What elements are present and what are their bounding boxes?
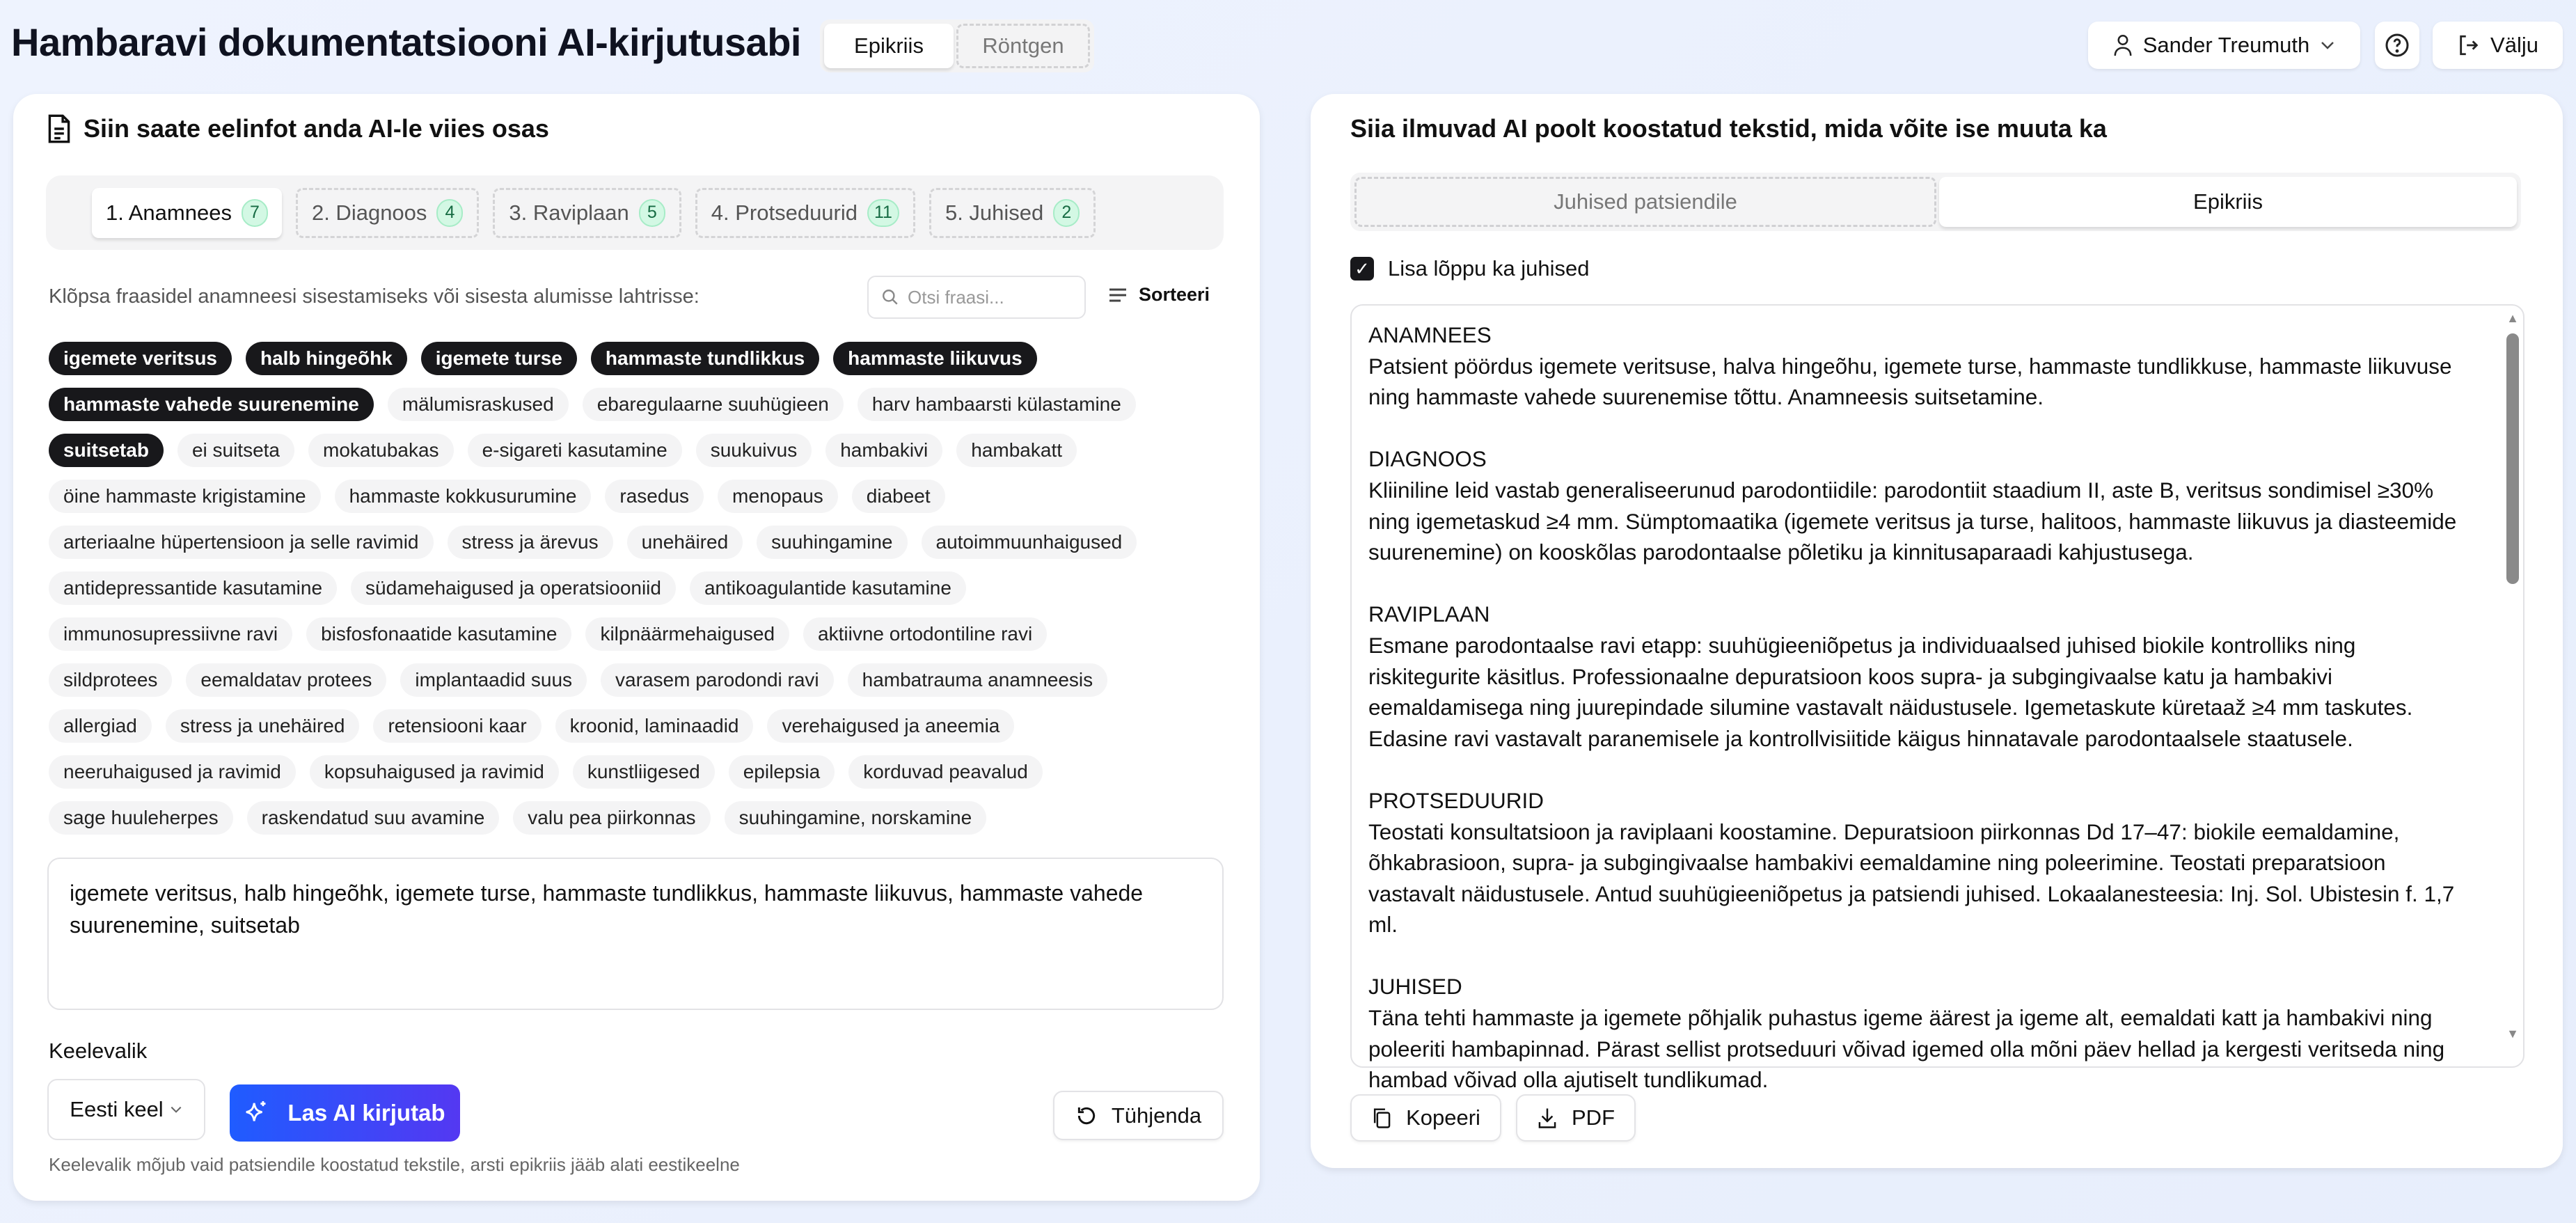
chip-row	[49, 434, 1232, 480]
phrase-chip[interactable]: hambatrauma anamneesis	[848, 663, 1108, 697]
phrase-chip[interactable]: mokatubakas	[308, 434, 454, 467]
phrase-chip[interactable]: antikoagulantide kasutamine	[690, 571, 966, 605]
checkbox-label: Lisa lõppu ka juhised	[1388, 256, 1590, 281]
phrase-chip[interactable]: rasedus	[605, 480, 704, 513]
search-icon	[881, 288, 899, 306]
clear-label: Tühjenda	[1111, 1103, 1202, 1128]
section-title: JUHISED	[1368, 974, 1462, 1000]
epicrisis-section	[1368, 785, 2468, 940]
section-title: DIAGNOOS	[1368, 446, 1487, 472]
help-icon	[2385, 33, 2410, 58]
language-footnote: Keelevalik mõjub vaid patsiendile koostatud tekstile, arsti epikriis jääb alati eestikeelne	[49, 1154, 740, 1175]
phrase-chip[interactable]: retensiooni kaar	[373, 709, 541, 743]
tab-count-badge: 2	[1053, 199, 1080, 227]
phrase-chip[interactable]: implantaadid suus	[400, 663, 587, 697]
phrase-chip[interactable]: arteriaalne hüpertensioon ja selle ravimid	[49, 526, 434, 559]
phrase-chip[interactable]: sildprotees	[49, 663, 172, 697]
chip-row	[49, 663, 1232, 709]
phrase-chip[interactable]: immunosupressiivne ravi	[49, 617, 292, 651]
output-card-title: Siia ilmuvad AI poolt koostatud tekstid, mida võite ise muuta ka	[1350, 114, 2107, 143]
section-title: PROTSEDUURID	[1368, 787, 1544, 813]
instruction-text: Klõpsa fraasidel anamneesi sisestamiseks või sisesta alumisse lahtrisse:	[49, 285, 700, 308]
scrollbar-thumb[interactable]	[2506, 333, 2519, 584]
phrase-chip[interactable]: kilpnäärmehaigused	[585, 617, 789, 651]
phrase-chip[interactable]: hambakivi	[825, 434, 942, 467]
phrase-chip[interactable]: ebaregulaarne suuhügieen	[583, 388, 844, 421]
ai-write-button[interactable]	[230, 1084, 460, 1142]
mode-tab-epikriis[interactable]: Epikriis	[824, 24, 954, 68]
phrase-chip[interactable]: kunstliigesed	[573, 755, 715, 789]
chip-row	[49, 617, 1232, 663]
mode-toggle	[820, 19, 1094, 72]
phrase-chip[interactable]: hammaste vahede suurenemine	[49, 388, 374, 421]
chip-row	[49, 342, 1232, 388]
chip-row	[49, 709, 1232, 755]
logout-label: Välju	[2490, 33, 2538, 57]
phrase-chip[interactable]: südamehaigused ja operatsiooniid	[351, 571, 676, 605]
phrase-chip[interactable]: verehaigused ja aneemia	[767, 709, 1014, 743]
phrase-chip[interactable]: suuhingamine	[757, 526, 907, 559]
phrase-chip[interactable]: diabeet	[852, 480, 945, 513]
chip-row	[49, 480, 1232, 526]
tab-label: 5. Juhised	[945, 200, 1044, 225]
search-placeholder: Otsi fraasi...	[908, 286, 1004, 308]
phrase-chip[interactable]: öine hammaste krigistamine	[49, 480, 321, 513]
chip-row	[49, 755, 1232, 801]
mode-tab-rontgen[interactable]: Röntgen	[956, 24, 1090, 68]
reset-icon	[1075, 1105, 1098, 1127]
phrase-chip[interactable]: antidepressantide kasutamine	[49, 571, 337, 605]
section-body: Teostati konsultatsioon ja raviplaani koostamine. Depuratsioon piirkonnas Dd 17–47: biokile eemaldamine, õhkabrasioon, supra- ja subgingivaalse hambakivi eemaldamine ning poleerimine. Teostati preparatsioon vastavalt näidustusele. Antud suuhügieeniõpetus ja patsiendi juhised. Lokaalanesteesia: Inj. Sol. Ubistesin f. 1,7 ml.	[1368, 819, 2455, 938]
phrase-chip[interactable]: harv hambaarsti külastamine	[858, 388, 1136, 421]
phrase-chip[interactable]: kopsuhaigused ja ravimid	[310, 755, 559, 789]
phrase-chip[interactable]: hammaste kokkusurumine	[335, 480, 592, 513]
phrase-chip[interactable]: stress ja unehäired	[166, 709, 360, 743]
section-tabs	[46, 175, 1224, 250]
ai-button-label: Las AI kirjutab	[287, 1100, 445, 1126]
section-body: Kliiniline leid vastab generaliseerunud parodontiidile: parodontiit staadium II, aste B, veritsus sondimisel ≥30% ning igemetaskud ≥4 mm. Sümptomaatika (igemete veritsus ja turse, halitoos, hammaste liikuvus ja diasteemide suurenemine) on kooskõlas parodontaalse põletiku ja kinnitusaparaadi kahjustusega.	[1368, 477, 2457, 565]
input-card-title: Siin saate eelinfot anda AI-le viies osas	[84, 114, 549, 143]
phrase-search-input[interactable]	[867, 276, 1086, 319]
chip-row	[49, 526, 1232, 571]
phrase-chip[interactable]: halb hingeõhk	[246, 342, 407, 375]
tab-label: 1. Anamnees	[106, 200, 232, 225]
phrase-chip[interactable]: mälumisraskused	[388, 388, 569, 421]
copy-label: Kopeeri	[1406, 1105, 1480, 1130]
phrase-chip[interactable]: menopaus	[718, 480, 838, 513]
phrase-chip[interactable]: suuhingamine, norskamine	[725, 801, 987, 835]
anamnesis-textarea[interactable]	[47, 858, 1224, 1010]
phrase-chip[interactable]: hammaste tundlikkus	[591, 342, 819, 375]
phrase-chip[interactable]: autoimmuunhaigused	[922, 526, 1137, 559]
epicrisis-section	[1368, 971, 2468, 1095]
output-tabs	[1350, 173, 2521, 231]
phrase-chip[interactable]: raskendatud suu avamine	[247, 801, 500, 835]
download-icon	[1537, 1107, 1558, 1129]
phrase-chip[interactable]: korduvad peavalud	[848, 755, 1043, 789]
logout-icon	[2457, 33, 2481, 57]
phrase-chip[interactable]: valu pea piirkonnas	[513, 801, 710, 835]
sort-icon	[1108, 287, 1128, 303]
section-tab-1[interactable]	[92, 188, 282, 238]
app-title: Hambaravi dokumentatsiooni AI-kirjutusabi	[11, 20, 801, 64]
phrase-chip[interactable]: aktiivne ortodontiline ravi	[803, 617, 1047, 651]
tab-label: 3. Raviplaan	[509, 200, 629, 225]
tab-label: 2. Diagnoos	[311, 200, 427, 225]
section-title: RAVIPLAAN	[1368, 601, 1490, 627]
user-name: Sander Treumuth	[2142, 33, 2310, 57]
section-title: ANAMNEES	[1368, 322, 1492, 347]
section-body: Esmane parodontaalse ravi etapp: suuhügieeniõpetus ja individuaalsed juhised biokile kontrolliks ning riskitegurite käsitlus. Professionaalne depuratsioon koos supra- ja subgingivaalse katu ja hambakivi eemaldamisega ning juurepindade silumine vastavalt näidustusele. Igemetaskute küretaaž ≥4 mm taskutes. Edasine ravi vastavalt paranemisele ja kontrollvisiitide käigus hinnatavale parodontaalsele staatusele.	[1368, 632, 2413, 751]
phrase-chip[interactable]: suitsetab	[49, 434, 164, 467]
clear-button[interactable]	[1053, 1091, 1224, 1140]
epicrisis-section	[1368, 443, 2468, 567]
section-tab-3[interactable]	[493, 188, 681, 238]
section-body: Patsient pöördus igemete veritsuse, halva hingeõhu, igemete turse, hammaste tundlikkuse, hammaste liikuvuse ning hammaste vahede suurenemise tõttu. Anamneesis suitsetamine.	[1368, 353, 2452, 410]
phrase-chip[interactable]: epilepsia	[729, 755, 835, 789]
phrase-chip[interactable]: varasem parodondi ravi	[601, 663, 834, 697]
user-menu-button[interactable]	[2088, 22, 2360, 69]
phrase-chip[interactable]: sage huuleherpes	[49, 801, 233, 835]
phrase-chip[interactable]: e-sigareti kasutamine	[468, 434, 682, 467]
chevron-down-icon	[2319, 40, 2336, 51]
sparkle-icon	[244, 1099, 268, 1127]
copy-icon	[1371, 1107, 1392, 1129]
phrase-chip[interactable]: igemete turse	[421, 342, 577, 375]
phrase-chip[interactable]: allergiad	[49, 709, 152, 743]
checkmark-icon: ✓	[1350, 257, 1374, 281]
section-body: Täna tehti hammaste ja igemete põhjalik puhastus igeme äärest ja igeme alt, eemaldati katt ja hambakivi ning poleeriti hambapinnad. Pärast sellist protseduuri võivad igemed olla mõni päev hellad ja kergesti veritseda ning hambad võivad olla ajutiselt tundlikumad.	[1368, 1005, 2445, 1093]
phrase-chip[interactable]: stress ja ärevus	[448, 526, 613, 559]
phrase-chip[interactable]: hambakatt	[956, 434, 1077, 467]
scroll-down-icon[interactable]: ▼	[2506, 1027, 2519, 1041]
tab-patient-instructions[interactable]: Juhised patsiendile	[1354, 177, 1936, 227]
tab-count-badge: 11	[867, 199, 899, 227]
scroll-up-icon[interactable]: ▲	[2506, 311, 2519, 325]
phrase-chips	[49, 342, 1232, 847]
phrase-chip[interactable]: kroonid, laminaadid	[555, 709, 754, 743]
user-icon	[2112, 33, 2133, 57]
help-button[interactable]	[2375, 22, 2419, 69]
phrase-chip[interactable]: ei suitseta	[177, 434, 294, 467]
chip-row	[49, 388, 1232, 434]
include-instructions-checkbox[interactable]	[1350, 256, 1590, 281]
tab-count-badge: 5	[639, 199, 665, 227]
copy-button[interactable]	[1350, 1094, 1501, 1142]
tab-epicrisis[interactable]: Epikriis	[1939, 177, 2517, 227]
tab-label: 4. Protseduurid	[711, 200, 858, 225]
section-tab-2[interactable]	[296, 188, 479, 238]
phrase-chip[interactable]: eemaldatav protees	[186, 663, 386, 697]
phrase-chip[interactable]: hammaste liikuvus	[833, 342, 1037, 375]
document-icon	[47, 114, 71, 143]
chevron-down-icon	[169, 1105, 183, 1114]
language-select[interactable]	[47, 1079, 205, 1140]
tab-count-badge: 7	[242, 199, 268, 227]
input-card-header	[47, 114, 549, 143]
epicrisis-section	[1368, 599, 2468, 754]
tab-count-badge: 4	[436, 199, 463, 227]
phrase-chip[interactable]: igemete veritsus	[49, 342, 232, 375]
section-tab-5[interactable]	[929, 188, 1096, 238]
chip-row	[49, 571, 1232, 617]
phrase-chip[interactable]: neeruhaigused ja ravimid	[49, 755, 296, 789]
pdf-label: PDF	[1572, 1105, 1615, 1130]
section-tab-4[interactable]	[695, 188, 915, 238]
chip-row	[49, 801, 1232, 847]
phrase-chip[interactable]: bisfosfonaatide kasutamine	[306, 617, 571, 651]
phrase-chip[interactable]: unehäired	[627, 526, 743, 559]
language-label: Keelevalik	[49, 1039, 148, 1063]
phrase-chip[interactable]: suukuivus	[696, 434, 812, 467]
sort-button[interactable]	[1108, 284, 1210, 306]
epicrisis-section	[1368, 319, 2468, 413]
language-value: Eesti keel	[70, 1097, 164, 1121]
pdf-button[interactable]	[1516, 1094, 1636, 1142]
logout-button[interactable]	[2433, 22, 2563, 69]
generated-text-area[interactable]	[1350, 304, 2524, 1093]
sort-label: Sorteeri	[1139, 284, 1210, 305]
